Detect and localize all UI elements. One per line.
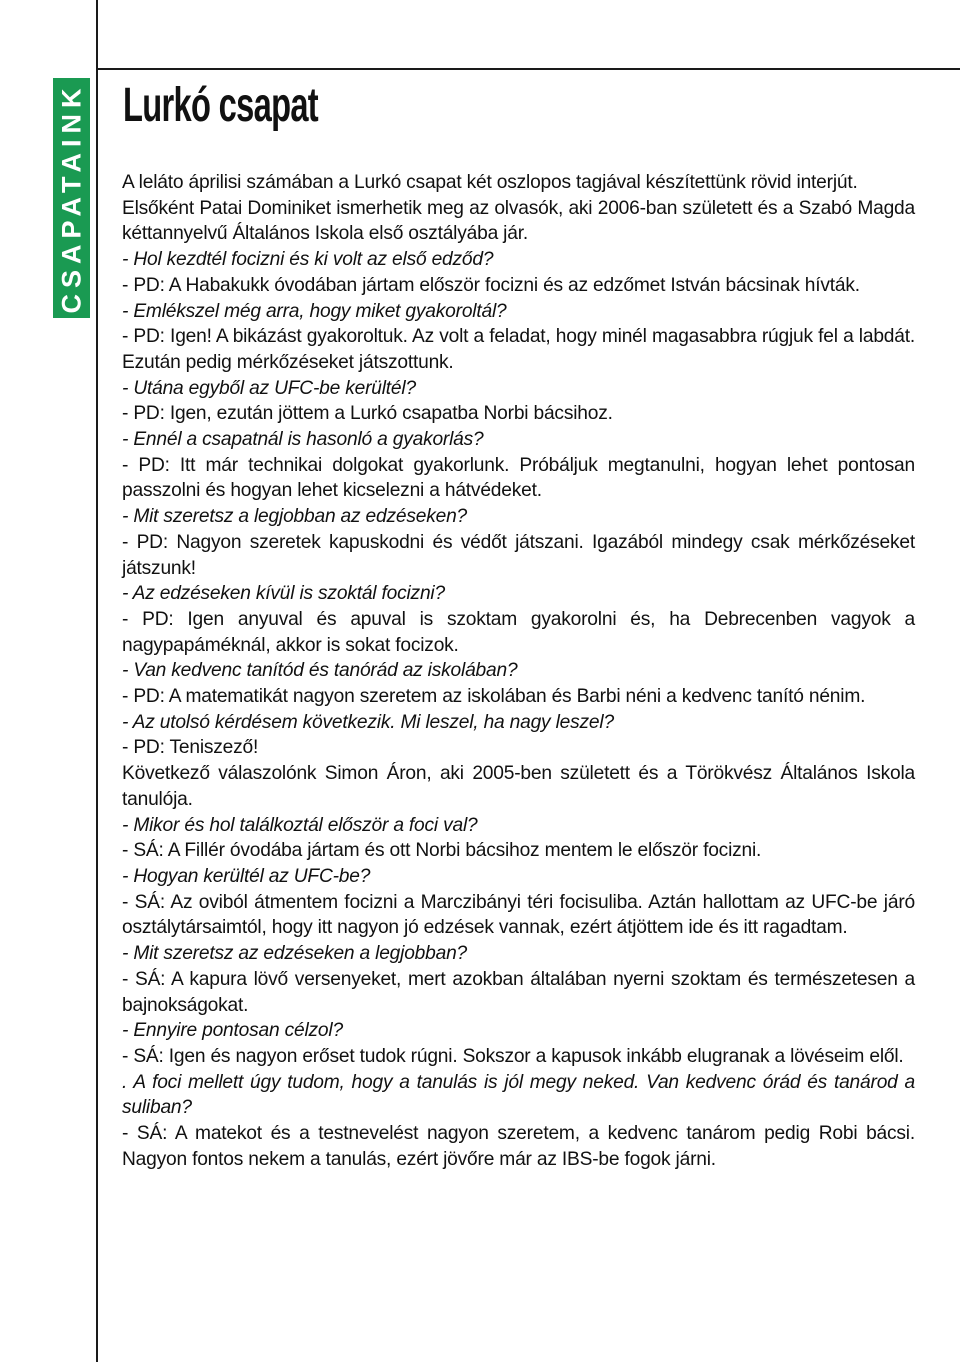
interview-question: - Hogyan kerültél az UFC-be? (122, 865, 371, 887)
article-paragraph: - PD: Itt már technikai dolgokat gyakorlunk. Próbáljuk megtanulni, hogyan lehet pontosan passzolni és hogyan lehet kicselezni a hátvédeket. (122, 454, 915, 502)
article-paragraph: - PD: Nagyon szeretek kapuskodni és védőt játszani. Igazából mindegy csak mérkőzéseket játszunk! (122, 531, 915, 579)
article-paragraph: - SÁ: Az oviból átmentem focizni a Marczibányi téri focisuliba. Aztán hallottam az UFC-be járó osztálytársaimtól, hogy itt nagyon jó edzések vannak, ezért átjöttem ide és itt ragadtam. (122, 891, 915, 939)
vertical-rule (96, 0, 98, 1362)
interview-question: - Mit szeretsz a legjobban az edzéseken? (122, 506, 468, 528)
interview-question: - Hol kezdtél focizni és ki volt az első edződ? (122, 249, 494, 271)
article-paragraph: - SÁ: A Fillér óvodába jártam és ott Norbi bácsihoz mentem le először focizni. (122, 840, 762, 862)
article-title: Lurkó csapat (123, 79, 319, 132)
interview-question: - Mit szeretsz az edzéseken a legjobban? (122, 943, 468, 965)
article-body (122, 170, 915, 1172)
interview-question: - Emlékszel még arra, hogy miket gyakoroltál? (122, 300, 507, 322)
article-paragraph: - PD: Igen, ezután jöttem a Lurkó csapatba Norbi bácsihoz. (122, 403, 613, 425)
article-paragraph: - PD: Teniszező! (122, 737, 259, 759)
article-paragraph: - PD: Igen! A bikázást gyakoroltuk. Az volt a feladat, hogy minél magasabbra rúgjuk fel a labdát. Ezután pedig mérkőzéseket játszottunk. (122, 326, 915, 373)
interview-question: - Az edzéseken kívül is szoktál focizni? (122, 583, 445, 605)
interview-question: . A foci mellett úgy tudom, hogy a tanulás is jól megy neked. Van kedvenc órád és tanárod a suliban? (122, 1071, 915, 1119)
article-paragraph: - SÁ: A matekot és a testnevelést nagyon szeretem, a kedvenc tanárom pedig Robi bácsi. Nagyon fontos nekem a tanulás, ezért jövőre már az IBS-be fogok járni. (122, 1123, 915, 1170)
interview-question: - Van kedvenc tanítód és tanórád az iskolában? (122, 660, 518, 682)
article-paragraph: Következő válaszolónk Simon Áron, aki 2005-ben született és a Törökvész Általános Iskola tanulója. (122, 763, 915, 810)
interview-question: - Ennél a csapatnál is hasonló a gyakorlás? (122, 429, 484, 451)
interview-question: - Mikor és hol találkoztál először a foci val? (122, 814, 478, 836)
article-paragraph: Elsőként Patai Dominiket ismerhetik meg az olvasók, aki 2006-ban született és a Szabó Magda kéttannyelvű Általános Iskola első osztályába jár. (122, 197, 915, 245)
article-paragraph: - PD: A Habakukk óvodában jártam először focizni és az edzőmet István bácsinak hívták. (122, 274, 860, 296)
article-paragraph: A leláto áprilisi számában a Lurkó csapat két oszlopos tagjával készítettünk rövid interjút. (122, 172, 858, 193)
article-paragraph: - SÁ: A kapura lövő versenyeket, mert azokban általában nyerni szoktam és természetesen a bajnokságokat. (122, 968, 915, 1016)
section-tab (53, 78, 90, 318)
interview-question: - Ennyire pontosan célzol? (122, 1020, 343, 1042)
article-paragraph: - PD: Igen anyuval és apuval is szoktam gyakorolni és, ha Debrecenben vagyok a nagypapáméknál, akkor is sokat focizok. (122, 608, 915, 656)
section-label: CSAPATAINK (56, 82, 86, 314)
header-rule (96, 68, 960, 70)
article-paragraph: - SÁ: Igen és nagyon erőset tudok rúgni. Sokszor a kapusok inkább elugranak a lövéseim elől. (122, 1045, 904, 1067)
interview-question: - Az utolsó kérdésem következik. Mi leszel, ha nagy leszel? (122, 711, 614, 733)
interview-question: - Utána egyből az UFC-be kerültél? (122, 377, 416, 399)
article-paragraph: - PD: A matematikát nagyon szeretem az iskolában és Barbi néni a kedvenc tanító nénim. (122, 686, 866, 708)
